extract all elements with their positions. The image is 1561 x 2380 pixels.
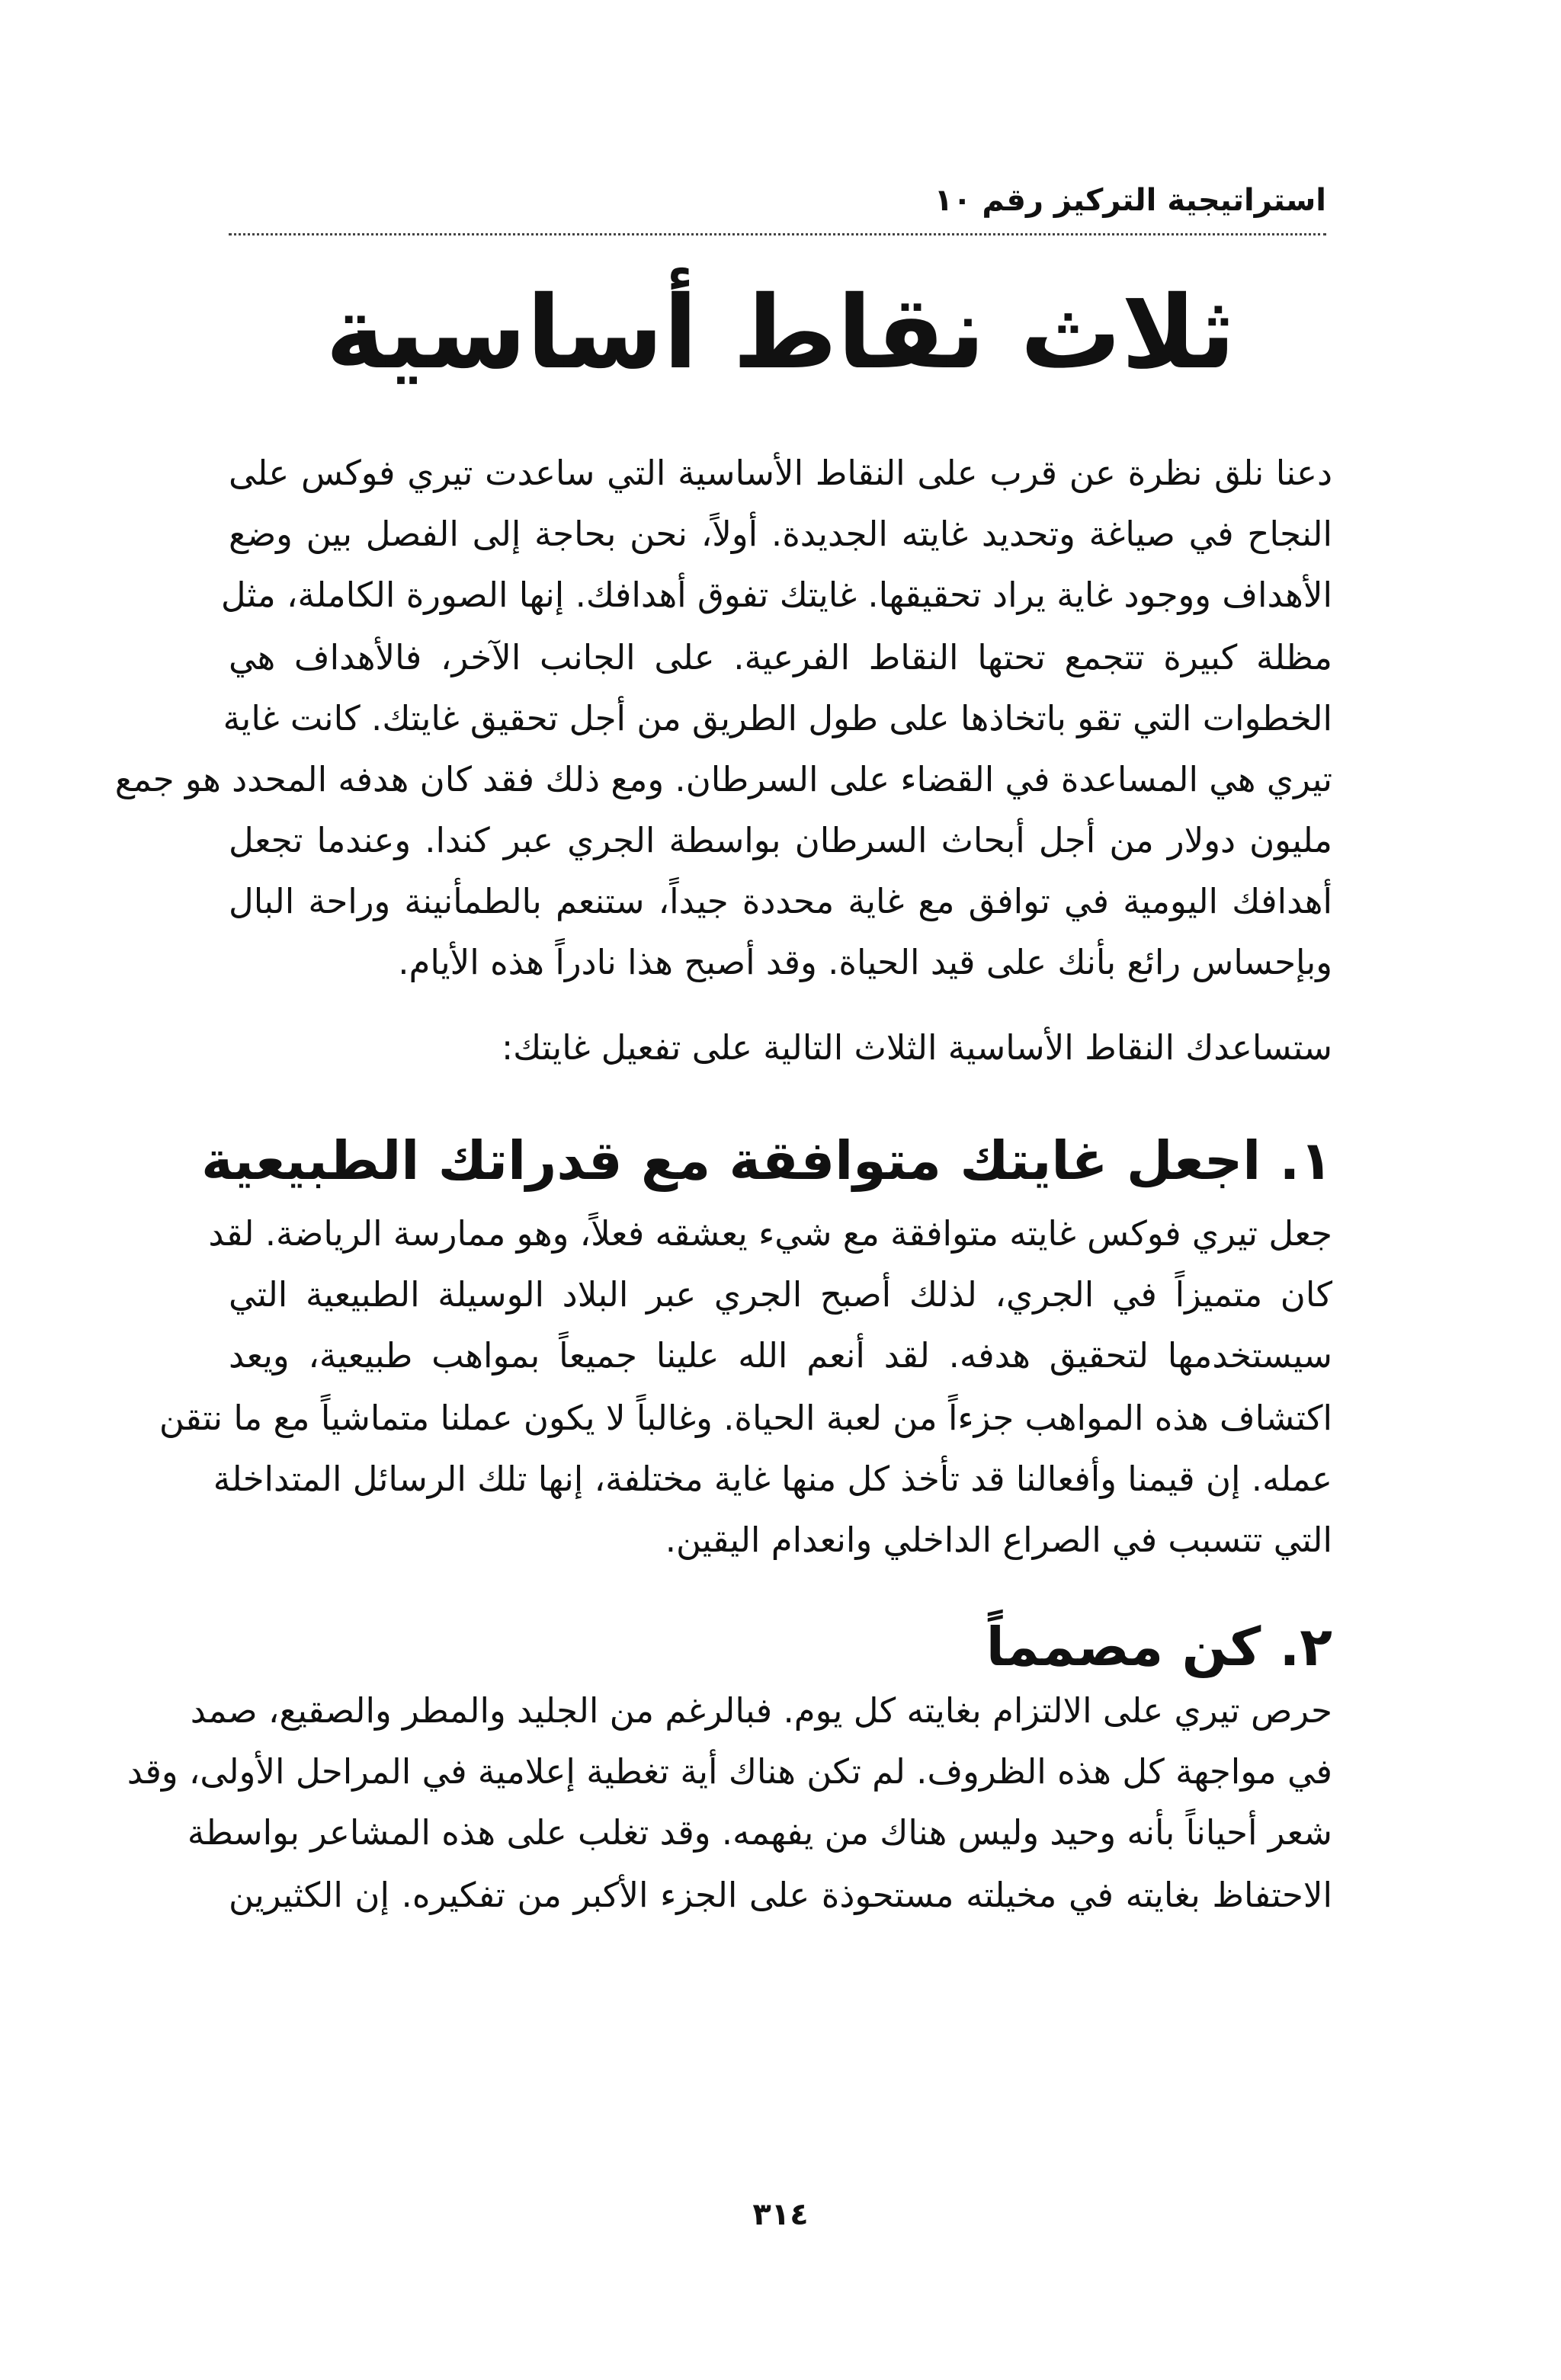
intro-line: مظلة كبيرة تتجمع تحتها النقاط الفرعية. على الجانب الآخر، فالأهداف هي [229,637,1332,677]
intro-line: مليون دولار من أجل أبحاث السرطان بواسطة الجري عبر كندا. وعندما تجعل [229,820,1332,860]
section-2-line: حرص تيري على الالتزام بغايته كل يوم. فبالرغم من الجليد والمطر والصقيع، صمد [190,1690,1332,1731]
running-header-title: استراتيجية التركيز رقم ١٠ [934,183,1326,218]
section-2-line: الاحتفاظ بغايته في مخيلته مستحوذة على الجزء الأكبر من تفكيره. إن الكثيرين [229,1875,1332,1915]
section-1-line: جعل تيري فوكس غايته متوافقة مع شيء يعشقه فعلاً، وهو ممارسة الرياضة. لقد [208,1213,1332,1254]
section-1-line: سيستخدمها لتحقيق هدفه. لقد أنعم الله علينا جميعاً بمواهب طبيعية، ويعد [229,1335,1332,1376]
section-heading-natural-abilities: ١. اجعل غايتك متوافقة مع قدراتك الطبيعية [201,1129,1332,1192]
page-title: ثلاث نقاط أساسية [325,274,1236,392]
intro-line: أهدافك اليومية في توافق مع غاية محددة جيداً، ستنعم بالطمأنينة وراحة البال [229,881,1332,921]
intro-line: الأهداف ووجود غاية يراد تحقيقها. غايتك تفوق أهدافك. إنها الصورة الكاملة، مثل [220,575,1332,615]
intro-lead-in: ستساعدك النقاط الأساسية الثلاث التالية على تفعيل غايتك: [502,1027,1332,1068]
section-1-line-last: التي تتسبب في الصراع الداخلي وانعدام اليقين. [665,1520,1332,1560]
section-1-line: عمله. إن قيمنا وأفعالنا قد تأخذ كل منها غاية مختلفة، إنها تلك الرسائل المتداخلة [213,1459,1332,1499]
intro-line: النجاح في صياغة وتحديد غايته الجديدة. أولاً، نحن بحاجة إلى الفصل بين وضع [229,514,1332,554]
section-2-line: في مواجهة كل هذه الظروف. لم تكن هناك أية تغطية إعلامية في المراحل الأولى، وقد [127,1751,1332,1792]
section-1-line: اكتشاف هذه المواهب جزءاً من لعبة الحياة. وغالباً لا يكون عملنا متماشياً مع ما نتقن [159,1398,1332,1438]
section-heading-be-determined: ٢. كن مصمماً [986,1616,1332,1678]
intro-line: دعنا نلق نظرة عن قرب على النقاط الأساسية التي ساعدت تيري فوكس على [229,453,1332,493]
intro-line: تيري هي المساعدة في القضاء على السرطان. ومع ذلك فقد كان هدفه المحدد هو جمع [114,759,1332,799]
running-header [229,180,1326,235]
section-2-line: شعر أحياناً بأنه وحيد وليس هناك من يفهمه. وقد تغلب على هذه المشاعر بواسطة [187,1812,1332,1853]
section-1-line: كان متميزاً في الجري، لذلك أصبح الجري عبر البلاد الوسيلة الطبيعية التي [229,1274,1332,1315]
intro-line-last: وبإحساس رائع بأنك على قيد الحياة. وقد أصبح هذا نادراً هذه الأيام. [398,942,1332,982]
intro-line: الخطوات التي تقو باتخاذها على طول الطريق من أجل تحقيق غايتك. كانت غاية [223,698,1332,738]
page-number: ٣١٤ [752,2197,809,2232]
